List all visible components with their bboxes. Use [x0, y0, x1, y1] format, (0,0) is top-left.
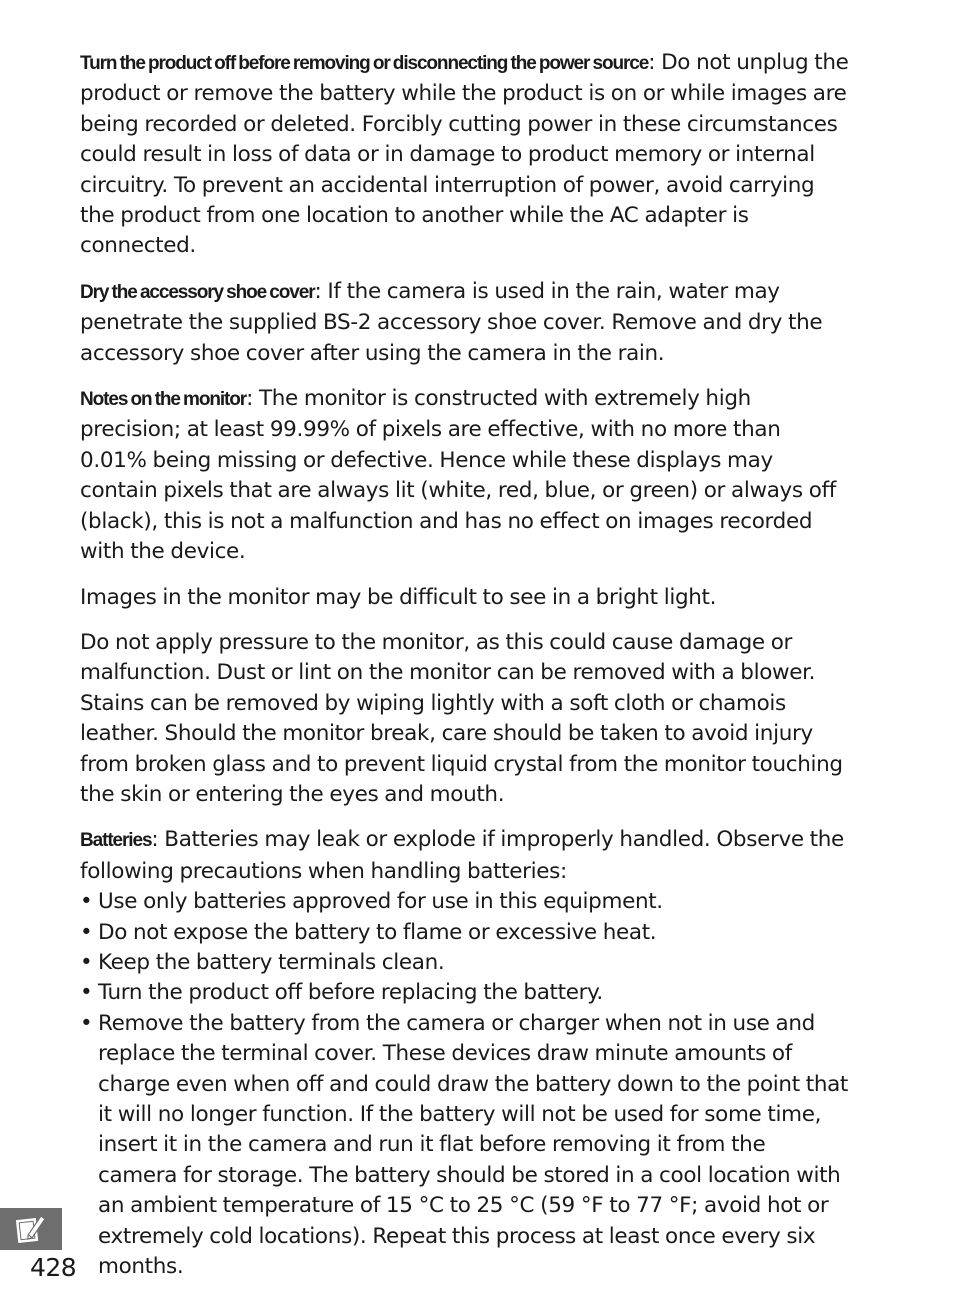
list-item-text: Use only batteries approved for use in this equipment. [98, 889, 663, 915]
bullet-icon: • [80, 949, 93, 975]
paragraph-power-source [80, 48, 850, 262]
list-item-text: Turn the product off before replacing the battery. [98, 980, 603, 1006]
page-content [80, 48, 850, 1282]
list-item [80, 918, 850, 948]
technical-notes-tab-icon [0, 1208, 62, 1250]
term-batteries: Batteries [80, 830, 152, 852]
list-item-text: Do not expose the battery to flame or excessive heat. [98, 919, 657, 945]
list-item-text: Remove the battery from the camera or charger when not in use and replace the terminal cover. These devices draw minute amounts of charge even when off and could draw the battery down to the point that it will no longer function. If the battery will not be used for some time, insert it in the camera and run it flat before removing it from the camera for storage. The battery should be stored in a cool location with an ambient temperature of 15 °C to 25 °C (59 °F to 77 °F; avoid hot or extremely cold locations). Repeat this process at least once every six months. [98, 1010, 849, 1280]
bullet-icon: • [80, 919, 93, 945]
bullet-icon: • [80, 980, 93, 1006]
bullet-icon: • [80, 1010, 93, 1036]
text-batteries: : Batteries may leak or explode if improperly handled. Observe the following precautions when handling batteries: [80, 827, 844, 884]
list-item [80, 887, 850, 917]
paragraph-batteries [80, 825, 850, 887]
text-monitor-notes: : The monitor is constructed with extremely high precision; at least 99.99% of pixels are effective, with no more than 0.01% being missing or defective. Hence while these displays may contain pixels that are always lit (white, red, blue, or green) or always off (black), this is not a malfunction and has no effect on images recorded with the device. [80, 386, 836, 565]
text-power-source: : Do not unplug the product or remove the battery while the product is on or while images are being recorded or deleted. Forcibly cutting power in these circumstances could result in loss of data or in damage to product memory or internal circuitry. To prevent an accidental interruption of power, avoid carrying the product from one location to another while the AC adapter is connected. [80, 50, 849, 259]
list-item [80, 948, 850, 978]
text-accessory-shoe-cover: : If the camera is used in the rain, water may penetrate the supplied BS-2 accessory shoe cover. Remove and dry the accessory shoe cover after using the camera in the rain. [80, 278, 823, 366]
paragraph-monitor-bright-light: Images in the monitor may be difficult to see in a bright light. [80, 584, 717, 610]
term-accessory-shoe-cover: Dry the accessory shoe cover [80, 281, 315, 303]
paragraph-monitor-pressure: Do not apply pressure to the monitor, as this could cause damage or malfunction. Dust or lint on the monitor can be removed with a blower. Stains can be removed by wiping lightly with a soft cloth or chamois leather. Should the monitor break, care should be taken to avoid injury from broken glass and to prevent liquid crystal from the monitor touching the skin or entering the eyes and mouth. [80, 629, 843, 807]
term-power-source: Turn the product off before removing or disconnecting the power source [80, 53, 649, 74]
list-item-text: Keep the battery terminals clean. [98, 949, 445, 975]
paragraph-accessory-shoe-cover [80, 277, 850, 369]
page-number: 428 [30, 1253, 77, 1282]
term-monitor-notes: Notes on the monitor [80, 389, 247, 411]
list-item [80, 1009, 850, 1283]
list-item [80, 978, 850, 1008]
battery-precautions-list [80, 887, 850, 1282]
paragraph-monitor-notes [80, 384, 850, 567]
batteries-section [80, 825, 850, 1282]
notepad-pencil-icon [14, 1213, 48, 1245]
bullet-icon: • [80, 889, 93, 915]
